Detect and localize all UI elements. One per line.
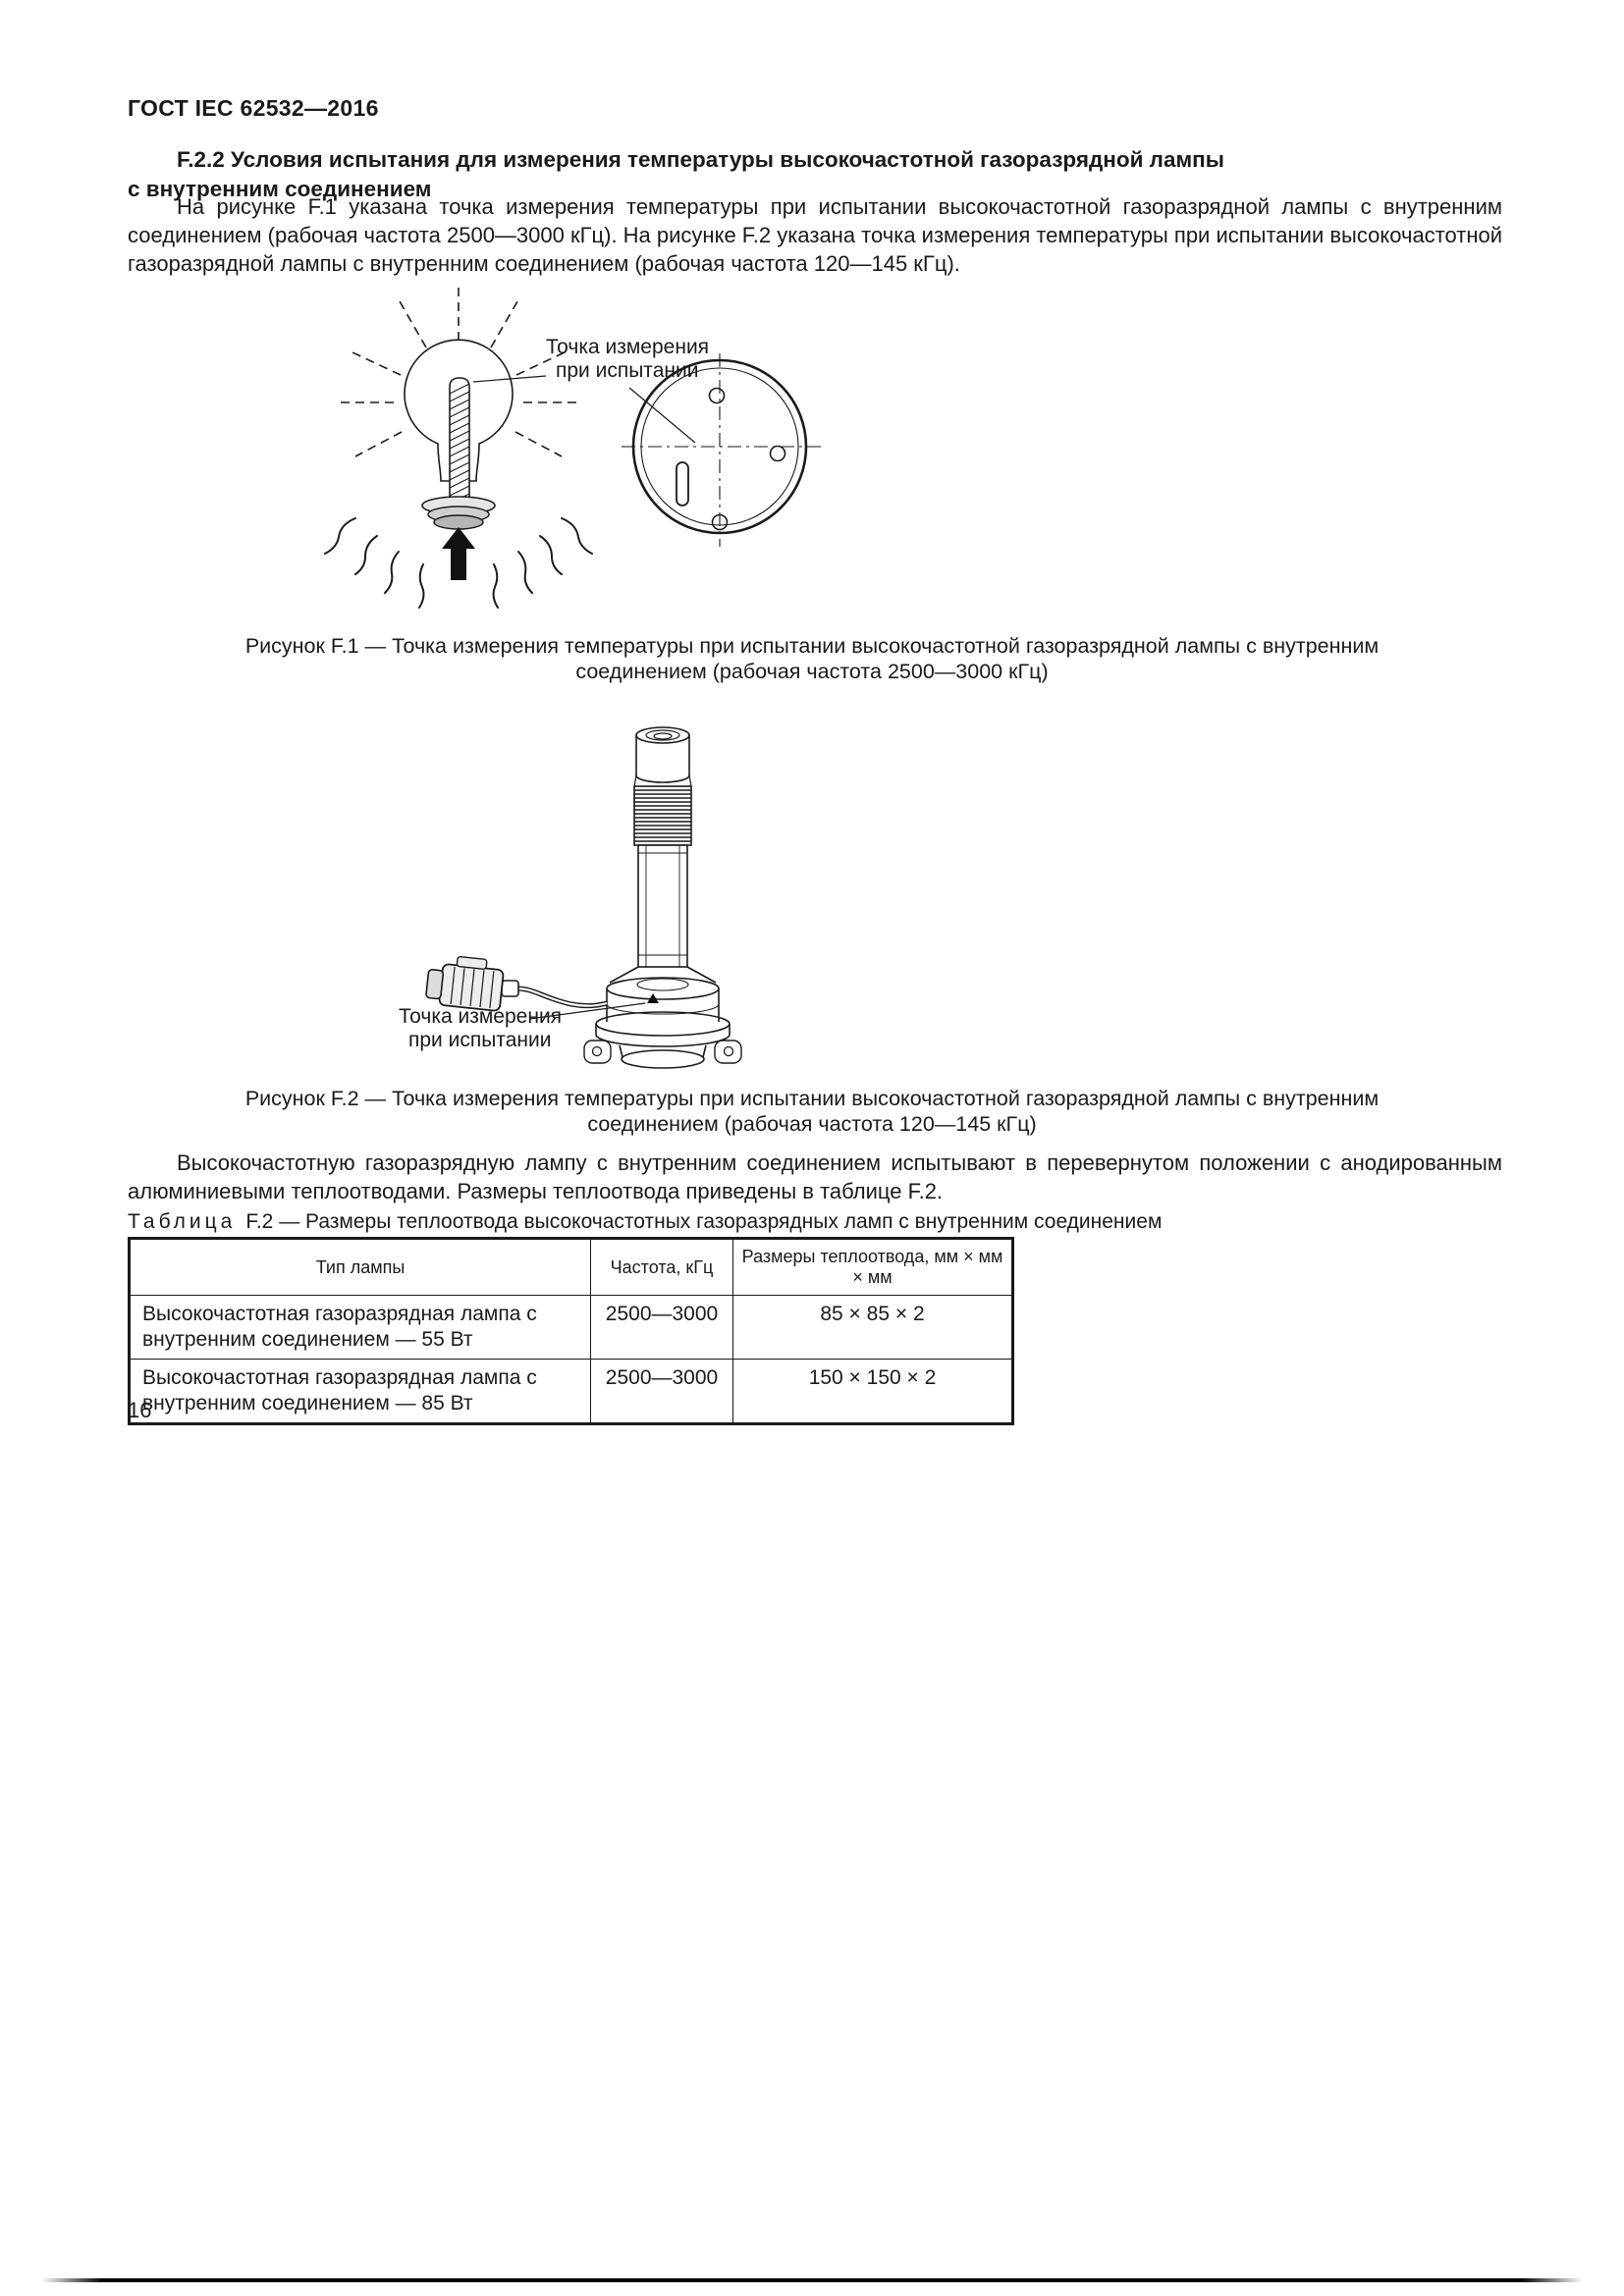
table-caption-label: Таблица	[128, 1210, 237, 1233]
table-caption	[128, 1210, 1162, 1234]
column-header-frequency: Частота, кГц	[591, 1239, 733, 1296]
cell-heatsink-size: 150 × 150 × 2	[733, 1360, 1013, 1424]
paragraph-intro: На рисунке F.1 указана точка измерения температуры при испытании высокочастотной газоразрядной лампы с внутренним соединением (рабочая частота 2500—3000 кГц). На рисунке F.2 указана точка измерения температуры при испытании высокочастотной газоразрядной лампы с внутренним соединением (рабочая частота 120—145 кГц).	[128, 194, 1503, 276]
lamp-tube-body	[638, 845, 687, 967]
arrow-up-icon	[442, 527, 475, 580]
section-heading-line2: с внутренним соединением	[128, 177, 432, 201]
paragraph-heatsink: Высокочастотную газоразрядную лампу с внутренним соединением испытывают в перевернутом положении с анодированным алюминиевыми теплоотводами. Размеры теплоотвода приведены в таблице F.2.	[128, 1150, 1502, 1203]
figure1-callout	[546, 336, 709, 383]
figure-f1-drawing	[295, 280, 844, 633]
table-caption-title: F.2 — Размеры теплоотвода высокочастотных газоразрядных ламп с внутренним соединением	[245, 1210, 1163, 1233]
figure2-callout	[399, 1005, 562, 1052]
cell-lamp-type: Высокочастотная газоразрядная лампа с внутренним соединением — 85 Вт	[130, 1360, 591, 1424]
column-header-lamp-type: Тип лампы	[130, 1239, 591, 1296]
lamp-top-cap	[634, 727, 691, 786]
cell-heatsink-size: 85 × 85 × 2	[733, 1296, 1013, 1360]
figure1-callout-line1: Точка измерения	[546, 336, 710, 358]
key-slot	[677, 462, 688, 506]
section-heading-line1: F.2.2 Условия испытания для измерения температуры высокочастотной газоразрядной лампы	[177, 147, 1224, 172]
lamp-stem	[450, 378, 469, 504]
heatsink-size-table	[128, 1237, 1014, 1425]
figure1-callout-line2: при испытании	[556, 359, 699, 382]
cell-frequency: 2500—3000	[591, 1296, 733, 1360]
column-header-heatsink-size: Размеры теплоотвода, мм × мм × мм	[733, 1239, 1013, 1296]
mount-hole-top	[710, 389, 725, 403]
document-header: ГОСТ IEC 62532—2016	[128, 95, 379, 121]
supply-cable	[502, 981, 607, 1006]
corrugated-section	[634, 786, 691, 845]
scan-artifact-line	[41, 2278, 1583, 2282]
table-row	[130, 1296, 1013, 1360]
figure1-caption: Рисунок F.1 — Точка измерения температуры при испытании высокочастотной газоразрядной лампы с внутренним соединением (рабочая частота 2500—3000 кГц)	[244, 634, 1380, 683]
lamp-housing	[584, 967, 741, 1068]
cell-lamp-type: Высокочастотная газоразрядная лампа с внутренним соединением — 55 Вт	[130, 1296, 591, 1360]
lamp-base-discs	[422, 497, 495, 529]
table-row	[130, 1360, 1013, 1424]
page-number: 16	[128, 1398, 152, 1422]
figure2-callout-line1: Точка измерения	[399, 1005, 563, 1028]
mount-hole-right	[771, 447, 785, 461]
table-header-row	[130, 1239, 1013, 1296]
cable-connector	[425, 953, 505, 1011]
figure2-caption: Рисунок F.2 — Точка измерения температуры при испытании высокочастотной газоразрядной лампы с внутренним соединением (рабочая частота 120—145 кГц)	[244, 1087, 1380, 1136]
callout-leader-lines	[473, 376, 695, 443]
cell-frequency: 2500—3000	[591, 1360, 733, 1424]
figure2-callout-line2: при испытании	[408, 1029, 552, 1051]
